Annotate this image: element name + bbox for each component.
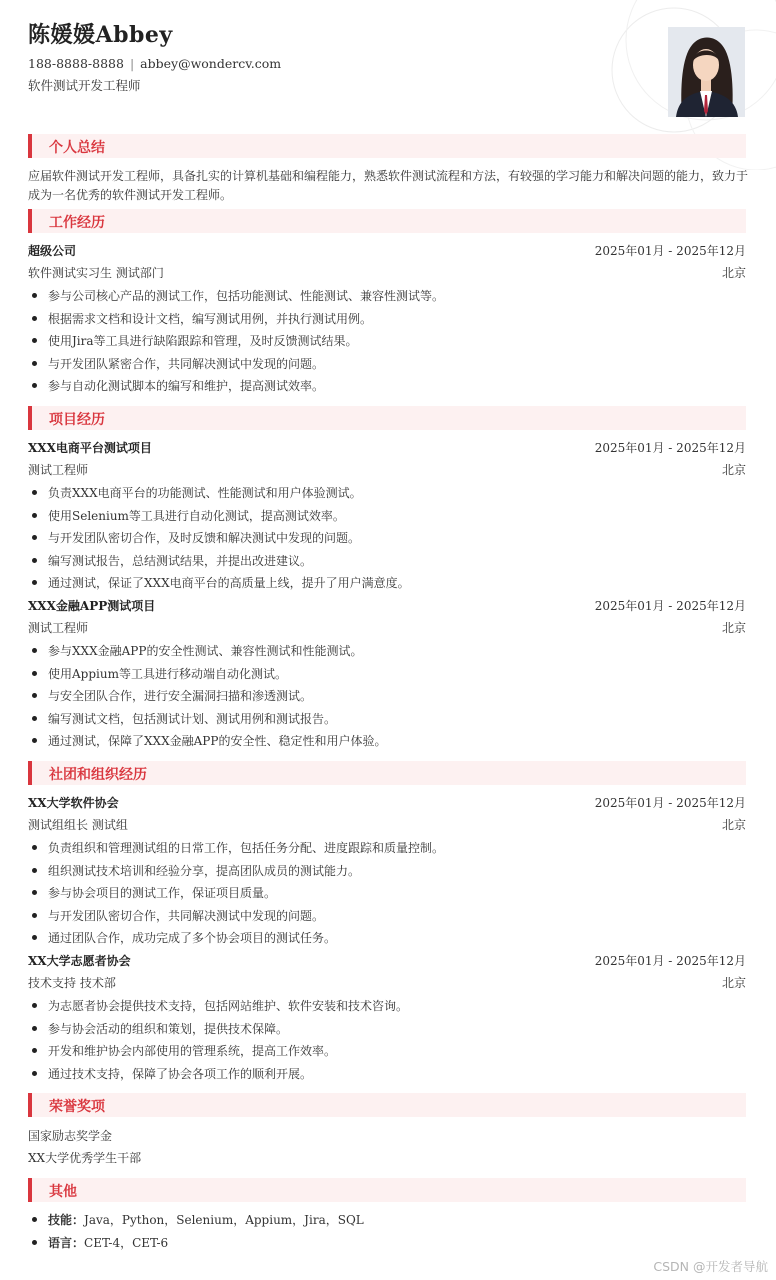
entry-header — [28, 952, 746, 970]
bullet-icon — [32, 490, 37, 495]
list-item-text: 参与XXX金融APP的安全性测试、兼容性测试和性能测试。 — [48, 644, 363, 658]
watermark: CSDN @开发者导航 — [653, 1259, 768, 1274]
list-item — [28, 529, 746, 547]
bullet-icon — [32, 1026, 37, 1031]
bullet-icon — [32, 316, 37, 321]
skills-item — [28, 1211, 746, 1229]
list-item — [28, 287, 746, 305]
entry-date: 2025年01月 - 2025年12月 — [594, 954, 746, 968]
skills-label: 技能： — [48, 1213, 85, 1227]
bullet-icon — [32, 338, 37, 343]
list-item-text: 参与自动化测试脚本的编写和维护，提高测试效率。 — [48, 379, 325, 393]
list-item-text: 开发和维护协会内部使用的管理系统，提高工作效率。 — [48, 1044, 337, 1058]
section-header-clubs — [28, 761, 746, 785]
list-item-text: 与安全团队合作，进行安全漏洞扫描和渗透测试。 — [48, 689, 313, 703]
bullet-icon — [32, 1240, 37, 1245]
bullet-icon — [32, 513, 37, 518]
list-item-text: 组织测试技术培训和经验分享，提高团队成员的测试能力。 — [48, 864, 361, 878]
award-item: XX大学优秀学生干部 — [28, 1151, 142, 1165]
list-item — [28, 484, 746, 502]
entry-header — [28, 794, 746, 812]
list-item-text: 与开发团队密切合作，共同解决测试中发现的问题。 — [48, 909, 325, 923]
list-item-text: 根据需求文档和设计文档，编写测试用例，并执行测试用例。 — [48, 312, 373, 326]
list-item-text: 为志愿者协会提供技术支持，包括网站维护、软件安装和技术咨询。 — [48, 999, 409, 1013]
bullet-icon — [32, 580, 37, 585]
entry-org: XX大学志愿者协会 — [28, 954, 131, 968]
skills-value: Java，Python，Selenium，Appium，Jira，SQL — [84, 1213, 364, 1227]
list-item — [28, 997, 746, 1015]
list-item — [28, 332, 746, 350]
entry-date: 2025年01月 - 2025年12月 — [594, 599, 746, 613]
list-item — [28, 574, 746, 592]
list-item — [28, 862, 746, 880]
list-item-text: 使用Selenium等工具进行自动化测试，提高测试效率。 — [48, 509, 345, 523]
entry-location: 北京 — [721, 976, 746, 990]
list-item-text: 通过技术支持，保障了协会各项工作的顺利开展。 — [48, 1067, 313, 1081]
list-item — [28, 1042, 746, 1060]
list-item — [28, 1065, 746, 1083]
bullet-icon — [32, 1003, 37, 1008]
entry-subheader — [28, 816, 746, 834]
list-item — [28, 732, 746, 750]
entry-subheader — [28, 619, 746, 637]
section-title: 社团和组织经历 — [49, 767, 147, 783]
list-item-text: 参与协会项目的测试工作，保证项目质量。 — [48, 886, 277, 900]
list-item-text: 负责组织和管理测试组的日常工作，包括任务分配、进度跟踪和质量控制。 — [48, 841, 445, 855]
bullet-icon — [32, 671, 37, 676]
section-header-summary — [28, 134, 746, 158]
entry-role: 软件测试实习生 测试部门 — [28, 266, 164, 280]
language-item — [28, 1234, 746, 1252]
entry-header — [28, 242, 746, 260]
entry-org: 超级公司 — [28, 244, 77, 258]
list-item-text: 编写测试报告，总结测试结果，并提出改进建议。 — [48, 554, 313, 568]
section-title: 个人总结 — [49, 140, 105, 156]
entry-org: XXX金融APP测试项目 — [28, 599, 156, 613]
entry-location: 北京 — [721, 463, 746, 477]
job-title: 软件测试开发工程师 — [28, 78, 141, 93]
bullet-icon — [32, 293, 37, 298]
list-item — [28, 642, 746, 660]
list-item — [28, 552, 746, 570]
list-item — [28, 665, 746, 683]
section-title: 荣誉奖项 — [49, 1099, 105, 1115]
entry-org: XX大学软件协会 — [28, 796, 119, 810]
entry-subheader — [28, 264, 746, 282]
language-value: CET-4，CET-6 — [84, 1236, 169, 1250]
list-item — [28, 929, 746, 947]
summary-text: 应届软件测试开发工程师，具备扎实的计算机基础和编程能力，熟悉软件测试流程和方法，有较强的学习能力和解决问题的能力，致力于成为一名优秀的软件测试开发工程师。 — [28, 169, 749, 202]
entry-role: 测试组组长 测试组 — [28, 818, 128, 832]
entry-role: 测试工程师 — [28, 463, 89, 477]
list-item — [28, 884, 746, 902]
list-item — [28, 907, 746, 925]
section-title: 工作经历 — [49, 215, 105, 231]
section-header-projects — [28, 406, 746, 430]
section-title: 其他 — [49, 1184, 77, 1200]
list-item — [28, 687, 746, 705]
list-item-text: 通过测试，保障了XXX金融APP的安全性、稳定性和用户体验。 — [48, 734, 387, 748]
email-address: abbey@wondercv.com — [140, 56, 282, 71]
candidate-name: 陈媛媛Abbey — [28, 22, 173, 48]
entry-date: 2025年01月 - 2025年12月 — [594, 796, 746, 810]
list-item-text: 通过团队合作，成功完成了多个协会项目的测试任务。 — [48, 931, 337, 945]
entry-date: 2025年01月 - 2025年12月 — [594, 441, 746, 455]
list-item — [28, 710, 746, 728]
section-header-others — [28, 1178, 746, 1202]
section-header-awards — [28, 1093, 746, 1117]
bullet-icon — [32, 535, 37, 540]
entry-role: 测试工程师 — [28, 621, 89, 635]
entry-header — [28, 597, 746, 615]
bullet-icon — [32, 913, 37, 918]
language-label: 语言： — [48, 1236, 85, 1250]
list-item-text: 负责XXX电商平台的功能测试、性能测试和用户体验测试。 — [48, 486, 362, 500]
bullet-icon — [32, 648, 37, 653]
list-item — [28, 839, 746, 857]
entry-subheader — [28, 974, 746, 992]
entry-header — [28, 439, 746, 457]
bullet-icon — [32, 845, 37, 850]
list-item — [28, 507, 746, 525]
entry-org: XXX电商平台测试项目 — [28, 441, 152, 455]
entry-location: 北京 — [721, 621, 746, 635]
bullet-icon — [32, 868, 37, 873]
award-item: 国家励志奖学金 — [28, 1129, 113, 1143]
bullet-icon — [32, 1217, 37, 1222]
list-item — [28, 355, 746, 373]
list-item — [28, 310, 746, 328]
section-header-work — [28, 209, 746, 233]
entry-subheader — [28, 461, 746, 479]
phone-number: 188-8888-8888 — [28, 56, 124, 71]
contact-separator: | — [129, 56, 135, 71]
bullet-icon — [32, 935, 37, 940]
bullet-icon — [32, 716, 37, 721]
list-item-text: 与开发团队紧密合作，共同解决测试中发现的问题。 — [48, 357, 325, 371]
list-item — [28, 1020, 746, 1038]
contact-line — [28, 56, 281, 71]
section-title: 项目经历 — [49, 412, 105, 428]
bullet-icon — [32, 1071, 37, 1076]
entry-role: 技术支持 技术部 — [28, 976, 116, 990]
bullet-icon — [32, 383, 37, 388]
entry-date: 2025年01月 - 2025年12月 — [594, 244, 746, 258]
list-item-text: 使用Jira等工具进行缺陷跟踪和管理，及时反馈测试结果。 — [48, 334, 358, 348]
bullet-icon — [32, 693, 37, 698]
bullet-icon — [32, 361, 37, 366]
entry-location: 北京 — [721, 266, 746, 280]
entry-location: 北京 — [721, 818, 746, 832]
profile-photo — [668, 27, 745, 117]
list-item-text: 使用Appium等工具进行移动端自动化测试。 — [48, 667, 287, 681]
bullet-icon — [32, 890, 37, 895]
bullet-icon — [32, 1048, 37, 1053]
list-item — [28, 377, 746, 395]
list-item-text: 参与公司核心产品的测试工作，包括功能测试、性能测试、兼容性测试等。 — [48, 289, 445, 303]
list-item-text: 编写测试文档，包括测试计划、测试用例和测试报告。 — [48, 712, 337, 726]
bullet-icon — [32, 558, 37, 563]
bullet-icon — [32, 738, 37, 743]
list-item-text: 通过测试，保证了XXX电商平台的高质量上线，提升了用户满意度。 — [48, 576, 410, 590]
list-item-text: 与开发团队密切合作，及时反馈和解决测试中发现的问题。 — [48, 531, 361, 545]
list-item-text: 参与协会活动的组织和策划，提供技术保障。 — [48, 1022, 289, 1036]
